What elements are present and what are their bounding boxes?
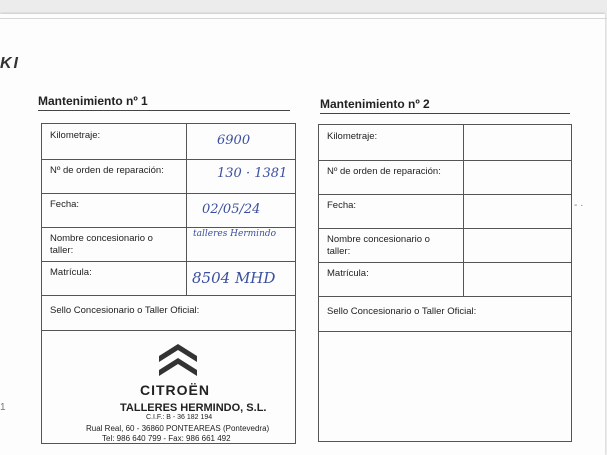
field-value-kilometraje <box>187 124 295 159</box>
stamp-brand: CITROËN <box>140 382 210 398</box>
stamp-phone: Tel: 986 640 799 - Fax: 986 661 492 <box>102 434 231 443</box>
handwritten-value: 8504 MHD <box>192 269 276 287</box>
field-label: Fecha: <box>42 193 187 227</box>
form-row-taller <box>42 227 295 262</box>
form-row-taller <box>319 228 571 263</box>
form-row-kilometraje <box>42 124 295 160</box>
form-row-matricula <box>319 262 571 297</box>
field-value-matricula <box>187 261 295 295</box>
field-value-kilometraje <box>464 125 571 160</box>
form-row-kilometraje <box>319 125 571 161</box>
section-title-2: Mantenimiento nº 2 <box>320 97 570 114</box>
page-edge <box>0 18 607 19</box>
form-row-sello <box>319 296 571 332</box>
handwritten-value: talleres Hermindo <box>193 229 277 239</box>
field-label: Sello Concesionario o Taller Oficial: <box>327 306 477 317</box>
maintenance-form-2 <box>318 124 572 442</box>
field-label: Kilometraje: <box>319 125 464 160</box>
field-value-fecha <box>464 194 571 228</box>
field-label: Matrícula: <box>319 262 464 296</box>
field-value-orden <box>464 160 571 194</box>
field-label: Matrícula: <box>42 261 187 295</box>
dealer-stamp <box>42 330 295 443</box>
citroen-chevrons-icon <box>155 336 201 380</box>
brand-logo-fragment: KI <box>0 55 20 72</box>
section-title-1: Mantenimiento nº 1 <box>38 94 290 111</box>
field-label: Nombre concesionario o taller: <box>319 228 464 262</box>
field-value-taller <box>464 228 571 262</box>
field-value-orden <box>187 159 295 193</box>
field-label: Fecha: <box>319 194 464 228</box>
field-value-taller <box>187 227 295 261</box>
handwritten-value: 130 · 1381 <box>217 166 288 181</box>
maintenance-form-1 <box>41 123 296 444</box>
stamp-cif: C.I.F.: B - 36 182 194 <box>146 414 213 421</box>
form-row-orden <box>42 159 295 194</box>
handwritten-value: 02/05/24 <box>202 202 261 217</box>
field-label: Nº de orden de reparación: <box>42 159 187 193</box>
stamp-dealer-name: TALLERES HERMINDO, S.L. <box>120 402 267 414</box>
field-value-fecha <box>187 193 295 227</box>
field-value-matricula <box>464 262 571 296</box>
field-label: Nombre concesionario o taller: <box>42 227 187 261</box>
stamp-address: Rual Real, 60 - 36860 PONTEAREAS (Pontevedra) <box>86 424 270 433</box>
handwritten-value: 6900 <box>217 133 251 148</box>
form-row-orden <box>319 160 571 195</box>
margin-mark: - · <box>574 200 584 211</box>
field-label: Nº de orden de reparación: <box>319 160 464 194</box>
field-label: Sello Concesionario o Taller Oficial: <box>50 305 200 316</box>
form-row-fecha <box>319 194 571 229</box>
form-row-fecha <box>42 193 295 228</box>
margin-mark: 1 <box>0 402 6 413</box>
field-label: Kilometraje: <box>42 124 187 159</box>
form-row-matricula <box>42 261 295 296</box>
form-row-sello <box>42 295 295 331</box>
